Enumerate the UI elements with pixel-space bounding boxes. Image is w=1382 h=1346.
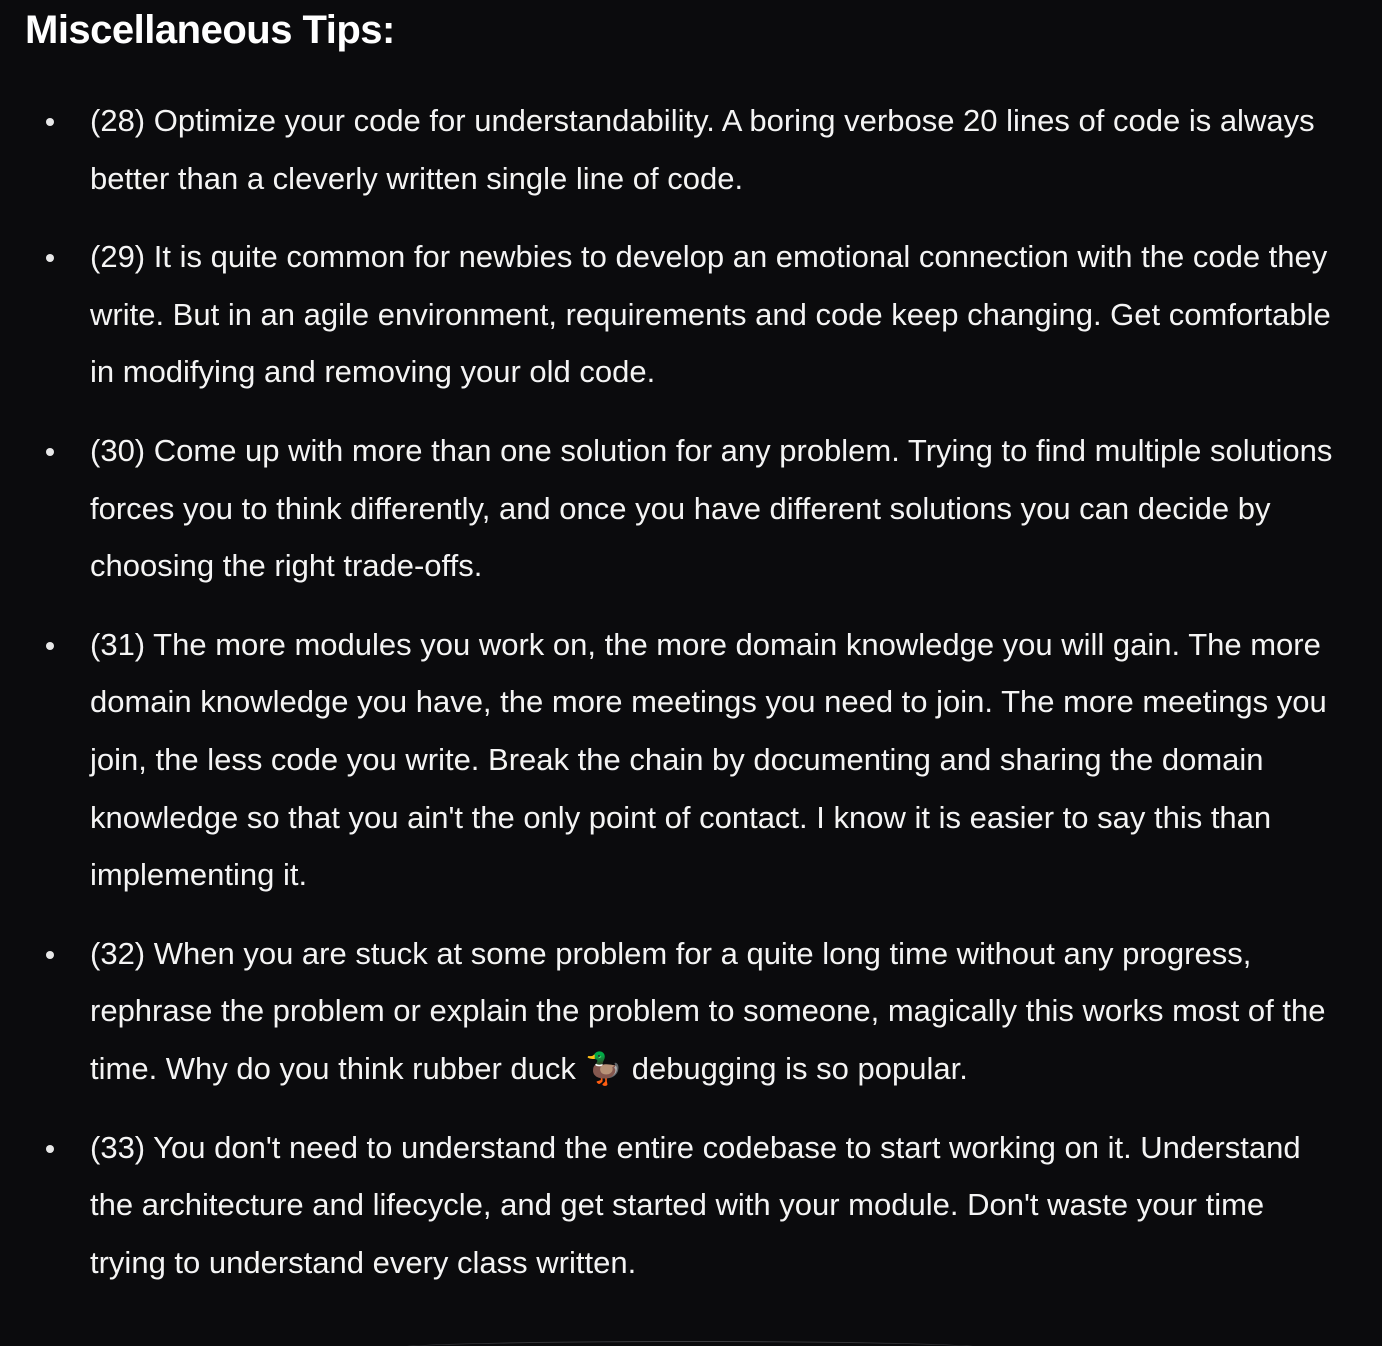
tip-text: (28) Optimize your code for understandability. A boring verbose 20 lines of code is always better than a cleverly written single line of code. [90, 103, 1315, 196]
tip-text: (32) When you are stuck at some problem for a quite long time without any progress, rephrase the problem or explain the problem to someone, magically this works most of the time. Why do you think rubber duck 🦆 debugging is so popular. [90, 935, 1326, 1086]
tips-list [25, 92, 1346, 1291]
bullet-icon [46, 642, 54, 650]
list-item [25, 1119, 1346, 1292]
list-item [25, 92, 1346, 207]
bullet-icon [46, 254, 54, 262]
list-item [25, 616, 1346, 904]
bullet-icon [46, 1145, 54, 1153]
bullet-icon [46, 951, 54, 959]
bottom-overlay-edge [390, 1341, 990, 1346]
section-title: Miscellaneous Tips: [25, 8, 395, 52]
list-item [25, 925, 1346, 1098]
tip-text: (33) You don't need to understand the entire codebase to start working on it. Understand the architecture and lifecycle, and get started with your module. Don't waste your time trying to understand every class written. [90, 1129, 1301, 1280]
tip-text: (30) Come up with more than one solution for any problem. Trying to find multiple solutions forces you to think differently, and once you have different solutions you can decide by choosing the right trade-offs. [90, 432, 1333, 584]
bullet-icon [46, 118, 54, 126]
bullet-icon [46, 448, 54, 456]
tip-text: (31) The more modules you work on, the more domain knowledge you will gain. The more domain knowledge you have, the more meetings you need to join. The more meetings you join, the less code you write. Break the chain by documenting and sharing the domain knowledge so that you ain't the only point of contact. I know it is easier to say this than implementing it. [90, 626, 1327, 893]
tip-text: (29) It is quite common for newbies to develop an emotional connection with the code they write. But in an agile environment, requirements and code keep changing. Get comfortable in modifying and removing your old code. [90, 239, 1331, 390]
list-item [25, 422, 1346, 595]
list-item [25, 228, 1346, 401]
